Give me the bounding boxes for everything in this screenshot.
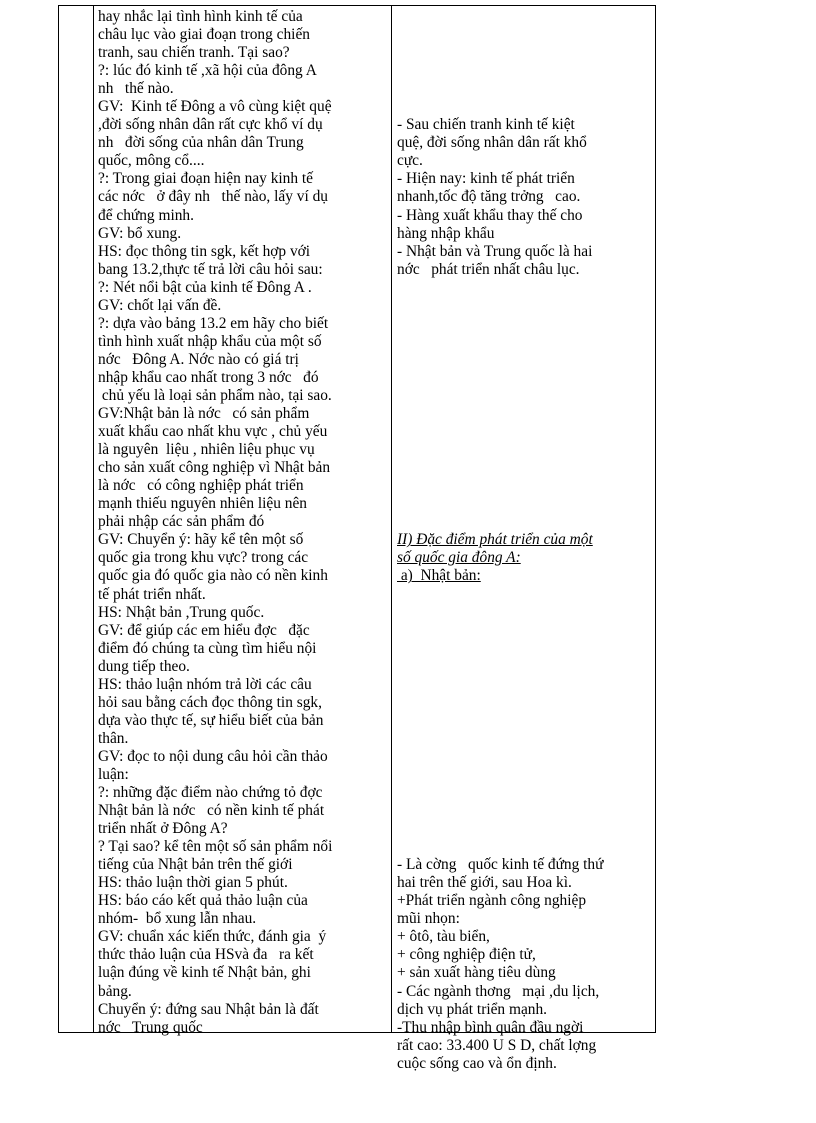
activity-text-line: hay nhắc lại tình hình kinh tế của [98, 8, 303, 25]
content-text-line [397, 802, 653, 820]
content-text-line: +Phát triển ngành công nghiệp [397, 892, 587, 910]
activity-text-line: ?: những đặc điểm nào chứng tỏ đợc [98, 784, 323, 802]
content-text-line: - Là cờng quốc kinh tế đứng thứ [397, 856, 604, 874]
lesson-table [58, 5, 656, 1072]
activity-text-line: mạnh thiếu nguyên nhiên liệu nên [98, 495, 308, 513]
content-text-line [397, 766, 653, 784]
content-text-line: hai trên thế giới, sau Hoa kì. [397, 874, 572, 892]
activity-text-line: tình hình xuất nhập khẩu của một số [98, 332, 322, 350]
activity-text-line: chủ yếu là loại sản phẩm nào, tại sao. [98, 386, 332, 404]
activity-text-line: HS: đọc thông tin sgk, kết hợp với [98, 242, 311, 260]
activity-text-line: GV: Chuyển ý: hãy kể tên một số [98, 531, 304, 549]
activity-text-line: nớc Trung quốc [98, 1018, 203, 1036]
activity-text-line: điểm đó chúng ta cùng tìm hiểu nội [98, 639, 317, 657]
activity-text-line: dung tiếp theo. [98, 657, 190, 675]
activity-text-line: quốc, mông cổ.... [98, 152, 205, 170]
content-text-line [397, 784, 653, 802]
activity-text-line: ?: dựa vào bảng 13.2 em hãy cho biết [98, 314, 329, 332]
activity-text-line: ?: Trong giai đoạn hiện nay kinh tế [98, 170, 314, 188]
activity-text-line: nh thế nào. [98, 80, 174, 98]
content-text-line: nớc phát triển nhất châu lục. [397, 260, 580, 278]
activity-text-line: GV: đọc to nội dung câu hỏi cần thảo [98, 747, 328, 765]
activity-text-line: thức thảo luận của HSvà đa ra kết [98, 946, 314, 964]
activity-text-line: nhập khẩu cao nhất trong 3 nớc đó [98, 368, 319, 386]
content-text-line [397, 351, 653, 369]
content-text-line [397, 333, 653, 351]
activity-text-line: phải nhập các sản phẩm đó [98, 513, 265, 531]
content-text-line [397, 423, 653, 441]
content-text-line: - Hàng xuất khẩu thay thế cho [397, 206, 583, 224]
activity-text-line: HS: Nhật bản ,Trung quốc. [98, 603, 265, 621]
content-text-line [397, 315, 653, 333]
content-text-line [397, 730, 653, 748]
activity-text-line: Chuyển ý: đứng sau Nhật bản là đất [98, 1000, 319, 1018]
content-text-line [397, 98, 653, 116]
column-divider-1 [93, 6, 94, 1032]
activity-text-line: dựa vào thực tế, sự hiểu biết của bản [98, 711, 324, 729]
content-text-line [397, 748, 653, 766]
content-text-line [397, 513, 653, 531]
content-text-line: mũi nhọn: [397, 910, 460, 928]
activity-text-line: ?: Nét nổi bật của kinh tế Đông A . [98, 278, 312, 296]
activity-text-line: nớc Đông A. Nớc nào có giá trị [98, 350, 299, 368]
content-text-line [397, 712, 653, 730]
content-text-line: - Hiện nay: kinh tế phát triển [397, 170, 575, 188]
activity-text-line: GV:Nhật bản là nớc có sản phẩm [98, 405, 310, 423]
activity-text-line: để chứng minh. [98, 206, 194, 224]
content-text-line: - Nhật bản và Trung quốc là hai [397, 242, 593, 260]
content-text-line [397, 495, 653, 513]
activity-text-line: bang 13.2,thực tế trả lời câu hỏi sau: [98, 260, 323, 278]
content-text-line: -Thu nhập bình quân đầu ngời [397, 1018, 584, 1036]
content-text-line [397, 459, 653, 477]
content-text-line: II) Đặc điểm phát triển của một [397, 531, 593, 549]
content-text-line: + ôtô, tàu biển, [397, 928, 490, 946]
activity-text-line: tranh, sau chiến tranh. Tại sao? [98, 44, 290, 62]
teacher-student-activities-column [98, 8, 390, 1037]
activity-text-line: GV: chốt lại vấn đề. [98, 296, 222, 314]
activity-text-line: GV: bổ xung. [98, 224, 182, 242]
activity-text-line: GV: Kinh tế Đông a vô cùng kiệt quệ [98, 98, 332, 116]
content-text-line [397, 694, 653, 712]
content-text-line [397, 405, 653, 423]
activity-text-line: quốc gia đó quốc gia nào có nền kinh [98, 567, 328, 585]
content-text-line: a) Nhật bản: [397, 567, 481, 585]
content-text-line [397, 604, 653, 622]
activity-text-line: quốc gia trong khu vực? trong các [98, 549, 309, 567]
content-text-line [397, 441, 653, 459]
activity-text-line: xuất khẩu cao nhất khu vực , chủ yếu [98, 423, 328, 441]
content-text-line [397, 26, 653, 44]
content-text-line [397, 820, 653, 838]
activity-text-line: GV: để giúp các em hiểu đợc đặc [98, 621, 310, 639]
content-text-line: hàng nhập khẩu [397, 224, 495, 242]
content-text-line [397, 586, 653, 604]
lesson-content-column [397, 8, 653, 1073]
content-text-line: dịch vụ phát triển mạnh. [397, 1000, 548, 1018]
content-text-line: quệ, đời sống nhân dân rất khổ [397, 134, 587, 152]
activity-text-line: châu lục vào giai đoạn trong chiến [98, 26, 310, 44]
activity-text-line: ?: lúc đó kinh tế ,xã hội của đông A [98, 62, 317, 80]
content-text-line: + công nghiệp điện tử, [397, 946, 536, 964]
content-text-line [397, 8, 653, 26]
activity-text-line: Nhật bản là nớc có nền kinh tế phát [98, 802, 325, 820]
content-text-line: - Các ngành thơng mại ,du lịch, [397, 982, 600, 1000]
activity-text-line: HS: thảo luận nhóm trả lời các câu [98, 675, 312, 693]
content-text-line [397, 62, 653, 80]
activity-text-line: tế phát triển nhất. [98, 585, 206, 603]
content-text-line: cuộc sống cao và ổn định. [397, 1054, 557, 1072]
activity-text-line: ? Tại sao? kể tên một số sản phẩm nổi [98, 838, 333, 856]
activity-text-line: là nguyên liệu , nhiên liệu phục vụ [98, 441, 315, 459]
content-text-line: số quốc gia đông A: [397, 549, 521, 567]
content-text-line [397, 369, 653, 387]
content-text-line [397, 297, 653, 315]
activity-text-line: bảng. [98, 982, 132, 1000]
content-text-line: cực. [397, 152, 423, 170]
activity-text-line: thân. [98, 729, 129, 747]
content-text-line: nhanh,tốc độ tăng trởng cao. [397, 188, 581, 206]
activity-text-line: hỏi sau bằng cách đọc thông tin sgk, [98, 693, 322, 711]
content-text-line [397, 640, 653, 658]
activity-text-line: ,đời sống nhân dân rất cực khổ ví dụ [98, 116, 323, 134]
activity-text-line: tiếng của Nhật bản trên thế giới [98, 856, 293, 874]
content-text-line [397, 387, 653, 405]
activity-text-line: luận đúng về kinh tế Nhật bản, ghi [98, 964, 311, 982]
activity-text-line: các nớc ở đây nh thế nào, lấy ví dụ [98, 188, 328, 206]
activity-text-line: GV: chuẩn xác kiến thức, đánh gia ý [98, 928, 327, 946]
content-text-line [397, 622, 653, 640]
content-text-line [397, 477, 653, 495]
activity-text-line: HS: báo cáo kết quả thảo luận của [98, 892, 308, 910]
column-divider-2 [391, 6, 392, 1032]
activity-text-line: HS: thảo luận thời gian 5 phút. [98, 874, 288, 892]
activity-text-line: là nớc có công nghiệp phát triển [98, 477, 304, 495]
content-text-line [397, 838, 653, 856]
activity-text-line: nh đời sống của nhân dân Trung [98, 134, 304, 152]
content-text-line: rất cao: 33.400 U S D, chất lợng [397, 1036, 597, 1054]
content-text-line [397, 279, 653, 297]
content-text-line: + sản xuất hàng tiêu dùng [397, 964, 556, 982]
content-text-line [397, 676, 653, 694]
activity-text-line: nhóm- bổ xung lẫn nhau. [98, 910, 257, 928]
content-text-line: - Sau chiến tranh kinh tế kiệt [397, 116, 575, 134]
content-text-line [397, 80, 653, 98]
content-text-line [397, 658, 653, 676]
content-text-line [397, 44, 653, 62]
activity-text-line: cho sản xuất công nghiệp vì Nhật bản [98, 459, 331, 477]
activity-text-line: luận: [98, 765, 129, 783]
activity-text-line: triển nhất ở Đông A? [98, 820, 228, 838]
